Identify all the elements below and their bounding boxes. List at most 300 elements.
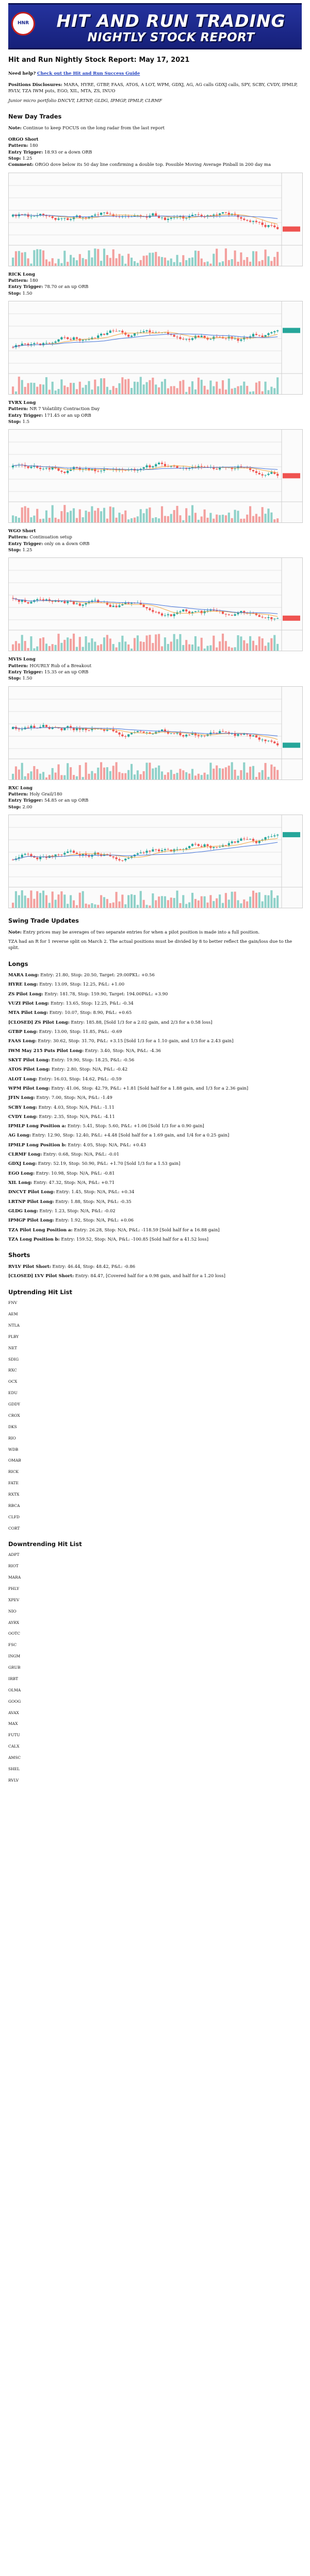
- report-title: Hit and Run Nightly Stock Report: May 17, 2021: [8, 56, 190, 64]
- volume-bar: [15, 392, 17, 394]
- setup-detail-label: Stop:: [8, 291, 21, 296]
- volume-bar: [121, 894, 123, 908]
- uptrending-ticker: WDB: [8, 1447, 19, 1452]
- volume-bar: [161, 896, 163, 908]
- volume-bar: [246, 772, 248, 779]
- volume-bar: [106, 387, 108, 394]
- candle-body: [252, 735, 254, 736]
- volume-bar: [30, 383, 32, 394]
- volume-bar: [121, 773, 123, 779]
- volume-bar: [191, 645, 193, 651]
- volume-bar: [252, 391, 254, 394]
- volume-bar: [170, 514, 172, 522]
- candle-body: [262, 335, 264, 337]
- volume-bar: [209, 646, 211, 651]
- volume-bar: [67, 512, 69, 522]
- candle-body: [231, 841, 233, 843]
- candle-body: [262, 617, 264, 618]
- help-prefix: Need help?: [8, 71, 36, 76]
- candle-body: [57, 340, 59, 342]
- setup-detail-label: Stop:: [8, 548, 21, 553]
- candle-body: [252, 470, 254, 471]
- setup-detail-label: Pattern:: [8, 791, 28, 797]
- volume-bar: [240, 385, 242, 394]
- volume-bar: [12, 774, 14, 779]
- setup-detail: [8, 406, 302, 412]
- volume-bar: [255, 893, 257, 908]
- volume-bar: [24, 776, 26, 779]
- uptrending-list: [8, 1300, 302, 1531]
- volume-bar: [213, 386, 215, 394]
- trade-details: Entry: 13.65, Stop: 12.25, P&L: -0.34: [49, 1001, 134, 1007]
- volume-bar: [222, 903, 224, 908]
- volume-bar: [152, 768, 154, 779]
- volume-bar: [167, 900, 169, 908]
- volume-bar: [188, 645, 190, 651]
- candle-body: [18, 728, 20, 729]
- volume-bar: [206, 261, 208, 265]
- candle-body: [55, 218, 57, 219]
- volume-bar: [137, 636, 139, 651]
- volume-bar: [243, 519, 245, 522]
- volume-bar: [276, 377, 279, 394]
- volume-bar: [276, 770, 279, 779]
- volume-bar: [216, 382, 218, 394]
- volume-bar: [127, 895, 129, 908]
- volume-bar: [76, 776, 78, 779]
- volume-bar: [273, 767, 275, 779]
- volume-bar: [270, 387, 272, 394]
- candle-body: [206, 844, 208, 846]
- uptrending-ticker: DKS: [8, 1424, 17, 1429]
- volume-bar: [42, 519, 44, 522]
- candle-body: [228, 843, 230, 845]
- candle-body: [55, 342, 57, 343]
- setup-detail-label: Entry Trigger:: [8, 149, 43, 155]
- candle-body: [237, 338, 239, 341]
- volume-bar: [231, 762, 233, 779]
- candle-body: [143, 331, 145, 332]
- volume-bar: [206, 389, 208, 394]
- trade-details: Entry: 13.09, Stop: 12.25, P&L: +1.00: [38, 982, 125, 988]
- candle-body: [243, 337, 245, 340]
- candle-body: [158, 850, 160, 851]
- trade-name: GLDG Long:: [8, 1208, 38, 1214]
- tza-note: TZA had an R for 1 reverse split on March 2. The actual positions must be divided by 8 to better reflect the gain/loss due to the split.: [8, 939, 292, 951]
- volume-bar: [173, 386, 175, 394]
- candle-body: [234, 468, 236, 469]
- candle-body: [267, 333, 269, 335]
- volume-bar: [237, 262, 239, 266]
- volume-bar: [258, 381, 260, 394]
- volume-bar: [140, 774, 142, 779]
- volume-bar: [91, 903, 93, 908]
- volume-bar: [267, 390, 269, 394]
- candle-body: [103, 334, 105, 335]
- volume-bar: [228, 260, 230, 265]
- volume-bar: [191, 257, 193, 265]
- candle-body: [146, 607, 148, 608]
- volume-bar: [48, 646, 51, 651]
- trade-entry: [8, 1038, 302, 1044]
- volume-bar: [94, 642, 96, 651]
- candle-body: [146, 732, 148, 733]
- trade-entry: [8, 1029, 302, 1035]
- volume-bar: [73, 900, 75, 907]
- candle-body: [143, 732, 145, 733]
- volume-bar: [265, 514, 267, 522]
- volume-bar: [167, 516, 169, 522]
- setup-block: [8, 137, 302, 266]
- volume-bar: [262, 770, 264, 779]
- volume-bar: [63, 385, 66, 394]
- volume-bar: [194, 636, 197, 651]
- volume-bar: [116, 518, 118, 522]
- candle-body: [249, 468, 251, 470]
- candle-body: [249, 734, 251, 736]
- volume-bar: [173, 898, 175, 908]
- candle-body: [45, 725, 47, 727]
- volume-bar: [140, 641, 142, 651]
- candle-body: [173, 217, 175, 218]
- trade-details: Entry: 0.68, Stop: N/A, P&L: -0.01: [42, 1152, 120, 1158]
- trade-name: SKYT Pilot Long:: [8, 1057, 50, 1063]
- trade-name: [CLOSED] ZS Pilot Long:: [8, 1020, 70, 1025]
- volume-bar: [240, 252, 242, 266]
- volume-bar: [213, 636, 215, 651]
- candle-body: [167, 615, 169, 616]
- volume-bar: [146, 636, 148, 651]
- last-price-marker: [283, 473, 300, 479]
- volume-bar: [225, 641, 227, 651]
- downtrending-list: [8, 1552, 302, 1783]
- setup-detail-value: Continuation setup: [28, 535, 72, 540]
- setup-detail-value: 2.00: [21, 804, 32, 810]
- setup-detail-value: HOURLY Rub of a Breakout: [28, 663, 92, 669]
- volume-bar: [152, 643, 154, 651]
- success-guide-link[interactable]: Check out the Hit and Run Success Guide: [37, 71, 140, 76]
- volume-bar: [97, 905, 99, 908]
- volume-bar: [39, 638, 41, 651]
- candle-body: [27, 602, 29, 604]
- candle-body: [67, 602, 69, 603]
- candle-body: [234, 615, 236, 616]
- volume-bar: [276, 251, 279, 265]
- volume-bar: [79, 254, 81, 266]
- volume-bar: [216, 515, 218, 522]
- setup-detail-value: NR 7 Volatility Contraction Day: [28, 406, 100, 412]
- downtrending-ticker: AMSC: [8, 1755, 21, 1760]
- downtrending-ticker: XPEV: [8, 1597, 20, 1602]
- volume-bar: [267, 642, 269, 651]
- volume-bar: [70, 767, 72, 779]
- volume-bar: [161, 647, 163, 651]
- volume-bar: [198, 520, 200, 522]
- setup-detail: [8, 149, 302, 156]
- volume-bar: [39, 249, 41, 266]
- candle-body: [198, 214, 200, 215]
- volume-bar: [100, 645, 102, 651]
- last-price-marker: [283, 616, 300, 621]
- candle-body: [94, 214, 96, 215]
- candle-body: [48, 468, 51, 469]
- volume-bar: [48, 261, 51, 265]
- volume-bar: [213, 253, 215, 266]
- candle-body: [267, 474, 269, 475]
- volume-bar: [94, 773, 96, 779]
- volume-bar: [127, 645, 129, 651]
- uptrending-ticker: CLFD: [8, 1514, 20, 1519]
- trade-name: IPMLP Long Position b:: [8, 1142, 67, 1148]
- setup-name: RICK Long: [8, 272, 35, 277]
- candle-body: [204, 336, 206, 338]
- volume-bar: [252, 641, 254, 651]
- volume-bar: [152, 518, 154, 522]
- trade-entry: [8, 1189, 302, 1195]
- positions-disclosures: [8, 82, 302, 95]
- volume-bar: [219, 641, 221, 651]
- volume-bar: [143, 771, 145, 779]
- setup-detail: [8, 162, 302, 168]
- volume-bar: [231, 259, 233, 266]
- volume-bar: [237, 900, 239, 908]
- candle-body: [152, 332, 154, 333]
- stock-chart-image: [8, 429, 303, 523]
- setup-detail: [8, 791, 302, 798]
- candle-body: [219, 731, 221, 733]
- volume-bar: [91, 771, 93, 779]
- candle-body: [185, 735, 187, 736]
- candle-body: [185, 848, 187, 849]
- volume-bar: [48, 774, 51, 779]
- stock-chart-image: [8, 686, 303, 780]
- trade-details: Entry: 2.35, Stop: N/A, P&L: -4.11: [37, 1114, 115, 1120]
- volume-bar: [213, 519, 215, 522]
- candle-body: [45, 468, 47, 469]
- volume-bar: [134, 638, 136, 651]
- volume-bar: [130, 649, 133, 651]
- candle-body: [164, 849, 166, 850]
- candle-body: [276, 227, 279, 229]
- volume-bar: [243, 640, 245, 651]
- candle-body: [70, 219, 72, 220]
- trade-entry: [8, 1273, 302, 1279]
- candle-body: [265, 739, 267, 741]
- junior-portfolio: Junior micro portfolio DNCVT, LRTNP, GLDG, IPMGP, IPMLP, CLRMF: [8, 98, 162, 104]
- candle-body: [36, 857, 38, 859]
- candle-body: [103, 212, 105, 213]
- candle-body: [88, 730, 90, 731]
- setup-detail-value: 180: [28, 143, 38, 149]
- downtrending-ticker: MARA: [8, 1575, 21, 1580]
- new-day-trades-heading: New Day Trades: [8, 113, 62, 121]
- candle-body: [152, 466, 154, 467]
- uptrending-ticker: OCX: [8, 1379, 18, 1384]
- candle-body: [185, 339, 187, 340]
- volume-bar: [88, 774, 90, 779]
- candle-body: [267, 225, 269, 227]
- volume-bar: [243, 900, 245, 908]
- setup-name: MVIS Long: [8, 657, 36, 663]
- candle-body: [97, 214, 99, 215]
- volume-bar: [76, 647, 78, 651]
- volume-bar: [182, 255, 184, 266]
- candle-body: [152, 213, 154, 215]
- volume-bar: [246, 515, 248, 522]
- candle-body: [124, 736, 126, 737]
- candle-body: [191, 214, 193, 215]
- volume-bar: [130, 764, 133, 779]
- volume-bar: [182, 380, 184, 394]
- candle-body: [240, 611, 242, 613]
- volume-bar: [33, 766, 35, 779]
- volume-bar: [191, 893, 193, 908]
- candle-body: [60, 337, 62, 339]
- volume-bar: [140, 260, 142, 265]
- candle-body: [27, 214, 29, 217]
- volume-bar: [45, 777, 47, 779]
- volume-bar: [255, 251, 257, 265]
- volume-bar: [222, 515, 224, 522]
- volume-bar: [100, 261, 102, 266]
- setup-detail-label: Entry Trigger:: [8, 284, 43, 290]
- volume-bar: [137, 263, 139, 266]
- volume-bar: [70, 895, 72, 907]
- candle-body: [170, 615, 172, 616]
- volume-bar: [222, 380, 224, 394]
- candle-body: [240, 734, 242, 735]
- volume-bar: [158, 518, 160, 522]
- uptrending-ticker: NTLA: [8, 1323, 20, 1328]
- volume-bar: [52, 505, 54, 522]
- volume-bar: [240, 770, 242, 779]
- setup-detail-value: 1.5: [21, 419, 30, 425]
- volume-bar: [228, 513, 230, 522]
- volume-bar: [182, 645, 184, 651]
- volume-bar: [143, 513, 145, 522]
- volume-bar: [97, 768, 99, 779]
- volume-bar: [258, 517, 260, 522]
- candle-body: [60, 728, 62, 730]
- volume-bar: [158, 765, 160, 779]
- setup-detail-label: Pattern:: [8, 663, 28, 669]
- downtrending-ticker: RIOT: [8, 1564, 19, 1569]
- volume-bar: [127, 253, 129, 265]
- volume-bar: [109, 639, 111, 651]
- setup-detail: [8, 804, 302, 810]
- uptrending-heading: Uptrending Hit List: [8, 1288, 73, 1296]
- trade-entry: [8, 1048, 302, 1054]
- volume-bar: [88, 905, 90, 908]
- volume-bar: [249, 896, 251, 908]
- candle-body: [179, 733, 181, 735]
- uptrending-ticker: SDIG: [8, 1357, 19, 1362]
- candle-body: [201, 466, 203, 467]
- trade-entry: [8, 1217, 302, 1224]
- trade-entry: [8, 972, 302, 978]
- volume-bar: [134, 382, 136, 394]
- volume-bar: [243, 260, 245, 265]
- volume-bar: [91, 638, 93, 651]
- volume-bar: [73, 509, 75, 522]
- candle-body: [36, 599, 38, 600]
- help-line: [8, 71, 302, 77]
- volume-bar: [24, 506, 26, 522]
- volume-bar: [57, 634, 59, 651]
- volume-bar: [137, 382, 139, 394]
- candle-body: [173, 335, 175, 337]
- volume-bar: [185, 509, 187, 523]
- volume-bar: [106, 635, 108, 651]
- downtrending-ticker: MAX: [8, 1721, 18, 1726]
- volume-bar: [198, 901, 200, 908]
- volume-bar: [262, 260, 264, 265]
- volume-bar: [76, 260, 78, 266]
- candle-body: [27, 466, 29, 468]
- uptrending-ticker: RXTX: [8, 1492, 20, 1497]
- uptrending-ticker: GDDY: [8, 1402, 20, 1407]
- volume-bar: [213, 901, 215, 908]
- volume-bar: [198, 773, 200, 779]
- logo-text: HNR: [18, 21, 29, 26]
- candle-body: [198, 336, 200, 337]
- volume-bar: [194, 389, 197, 394]
- candle-body: [276, 330, 279, 331]
- volume-bar: [15, 766, 17, 779]
- trade-name: IPMLP Long Position a:: [8, 1124, 67, 1129]
- note-label: Note:: [8, 125, 22, 131]
- trade-name: GTBP Long:: [8, 1029, 38, 1035]
- volume-bar: [209, 513, 211, 522]
- candle-body: [121, 605, 123, 606]
- shorts-list: [8, 1264, 302, 1280]
- volume-bar: [127, 770, 129, 779]
- volume-bar: [79, 637, 81, 651]
- new-day-trades-note: [8, 125, 302, 131]
- volume-bar: [124, 511, 126, 522]
- volume-bar: [39, 893, 41, 908]
- volume-bar: [63, 640, 66, 651]
- volume-bar: [182, 520, 184, 522]
- candle-body: [73, 851, 75, 853]
- volume-bar: [149, 380, 151, 394]
- candle-body: [109, 331, 111, 333]
- last-price-marker: [283, 742, 300, 748]
- trade-details: Entry: 1.92, Stop: N/A, P&L: +0.06: [54, 1218, 134, 1224]
- candle-body: [262, 739, 264, 740]
- volume-bar: [161, 506, 163, 522]
- volume-bar: [234, 250, 236, 266]
- volume-bar: [188, 258, 190, 265]
- volume-bar: [21, 252, 23, 266]
- volume-bar: [276, 644, 279, 651]
- setup-detail-label: Pattern:: [8, 535, 28, 540]
- volume-bar: [106, 519, 108, 522]
- volume-bar: [143, 256, 145, 266]
- volume-bar: [109, 506, 111, 522]
- volume-bar: [152, 378, 154, 394]
- volume-bar: [45, 644, 47, 651]
- trade-name: CLRMF Long:: [8, 1152, 42, 1158]
- candle-body: [252, 839, 254, 841]
- trade-details: Entry: 159.52, Stop: N/A, P&L: -100.85 [Sold half for a 41.52 loss]: [59, 1236, 209, 1242]
- candle-body: [161, 614, 163, 616]
- volume-bar: [140, 377, 142, 394]
- setup-detail-label: Stop:: [8, 156, 21, 162]
- volume-bar: [270, 513, 272, 522]
- candle-body: [30, 602, 32, 604]
- stock-chart-image: [8, 173, 303, 266]
